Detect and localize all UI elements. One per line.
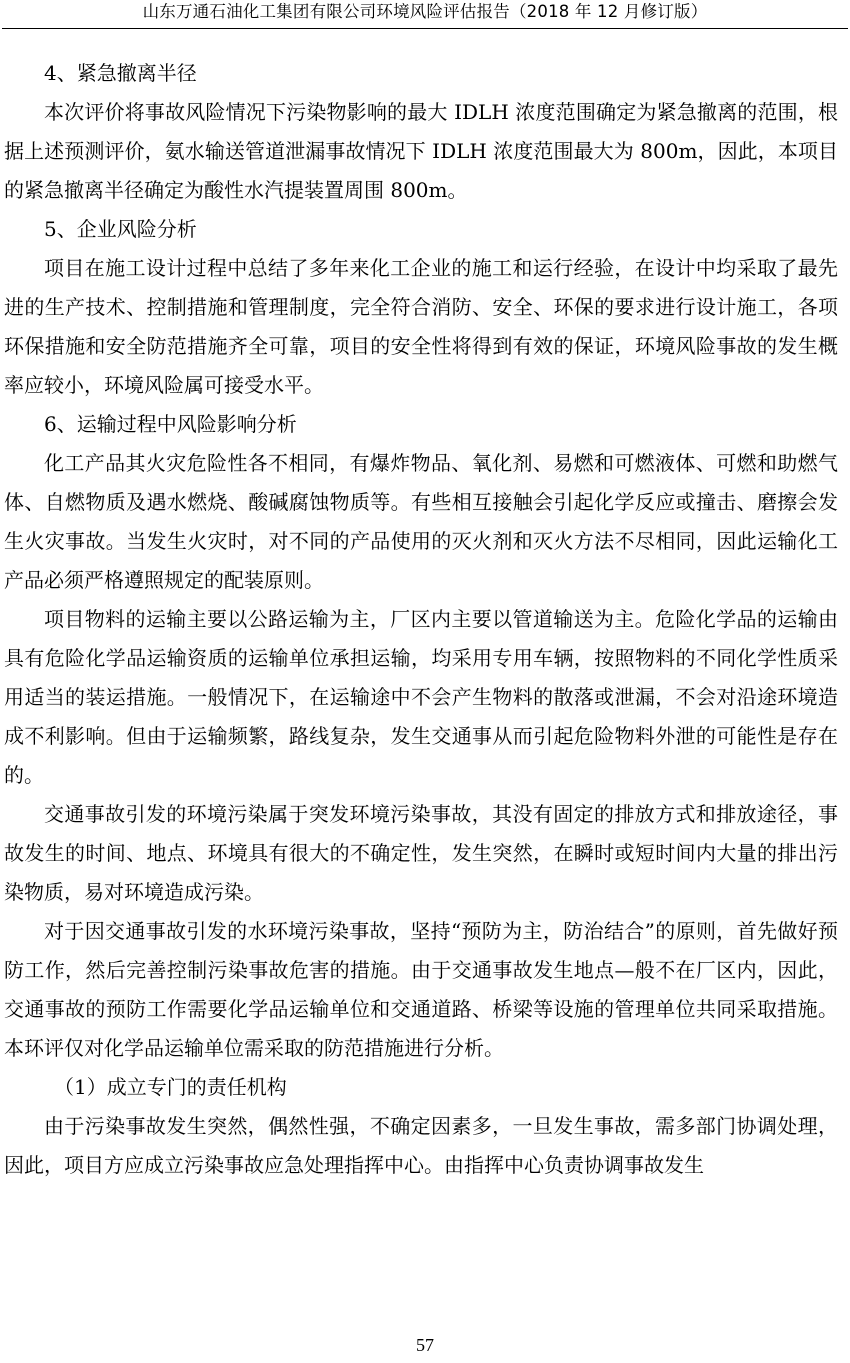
page-number: 57 bbox=[416, 1335, 434, 1355]
section-heading-evacuation-radius: 4、紧急撤离半径 bbox=[44, 61, 197, 85]
paragraph-traffic-pollution: 交通事故引发的环境污染属于突发环境污染事故，其没有固定的排放方式和排放途径，事故发生的时间、地点、环境具有很大的不确定性，发生突然，在瞬时或短时间内大量的排出污染物质，易对环境造成污染。 bbox=[4, 802, 838, 904]
subsection-heading-responsible-agency: （1）成立专门的责任机构 bbox=[54, 1075, 287, 1099]
section-heading-transport-risk: 6、运输过程中风险影响分析 bbox=[44, 412, 297, 436]
paragraph-evacuation-radius: 本次评价将事故风险情况下污染物影响的最大 IDLH 浓度范围确定为紧急撤离的范围，根据上述预测评价，氨水输送管道泄漏事故情况下 IDLH 浓度范围最大为 800m，因此，本项目的紧急撤离半径确定为酸性水汽提装置周围 800m。 bbox=[4, 100, 838, 202]
running-header: 山东万通石油化工集团有限公司环境风险评估报告（2018 年 12 月修订版） bbox=[142, 2, 708, 21]
paragraph-enterprise-risk: 项目在施工设计过程中总结了多年来化工企业的施工和运行经验，在设计中均采取了最先进的生产技术、控制措施和管理制度，完全符合消防、安全、环保的要求进行设计施工，各项环保措施和安全防范措施齐全可靠，项目的安全性将得到有效的保证，环境风险事故的发生概率应较小，环境风险属可接受水平。 bbox=[4, 256, 838, 397]
section-heading-enterprise-risk: 5、企业风险分析 bbox=[44, 217, 197, 241]
paragraph-material-transport: 项目物料的运输主要以公路运输为主，厂区内主要以管道输送为主。危险化学品的运输由具有危险化学品运输资质的运输单位承担运输，均采用专用车辆，按照物料的不同化学性质采用适当的装运措施。一般情况下，在运输途中不会产生物料的散落或泄漏，不会对沿途环境造成不利影响。但由于运输频繁，路线复杂，发生交通事从而引起危险物料外泄的可能性是存在的。 bbox=[4, 607, 838, 787]
paragraph-water-pollution-prevention: 对于因交通事故引发的水环境污染事故，坚持“预防为主，防治结合”的原则，首先做好预防工作，然后完善控制污染事故危害的措施。由于交通事故发生地点—般不在厂区内，因此，交通事故的预防工作需要化学品运输单位和交通道路、桥梁等设施的管理单位共同采取措施。本环评仅对化学品运输单位需采取的防范措施进行分析。 bbox=[4, 919, 838, 1060]
paragraph-emergency-command: 由于污染事故发生突然，偶然性强，不确定因素多，一旦发生事故，需多部门协调处理，因此，项目方应成立污染事故应急处理指挥中心。由指挥中心负责协调事故发生 bbox=[4, 1114, 838, 1177]
document-body bbox=[4, 54, 838, 1185]
header-divider bbox=[2, 28, 848, 29]
paragraph-fire-hazard: 化工产品其火灾危险性各不相同，有爆炸物品、氧化剂、易燃和可燃液体、可燃和助燃气体、自燃物质及遇水燃烧、酸碱腐蚀物质等。有些相互接触会引起化学反应或撞击、磨擦会发生火灾事故。当发生火灾时，对不同的产品使用的灭火剂和灭火方法不尽相同，因此运输化工产品必须严格遵照规定的配装原则。 bbox=[4, 451, 838, 592]
